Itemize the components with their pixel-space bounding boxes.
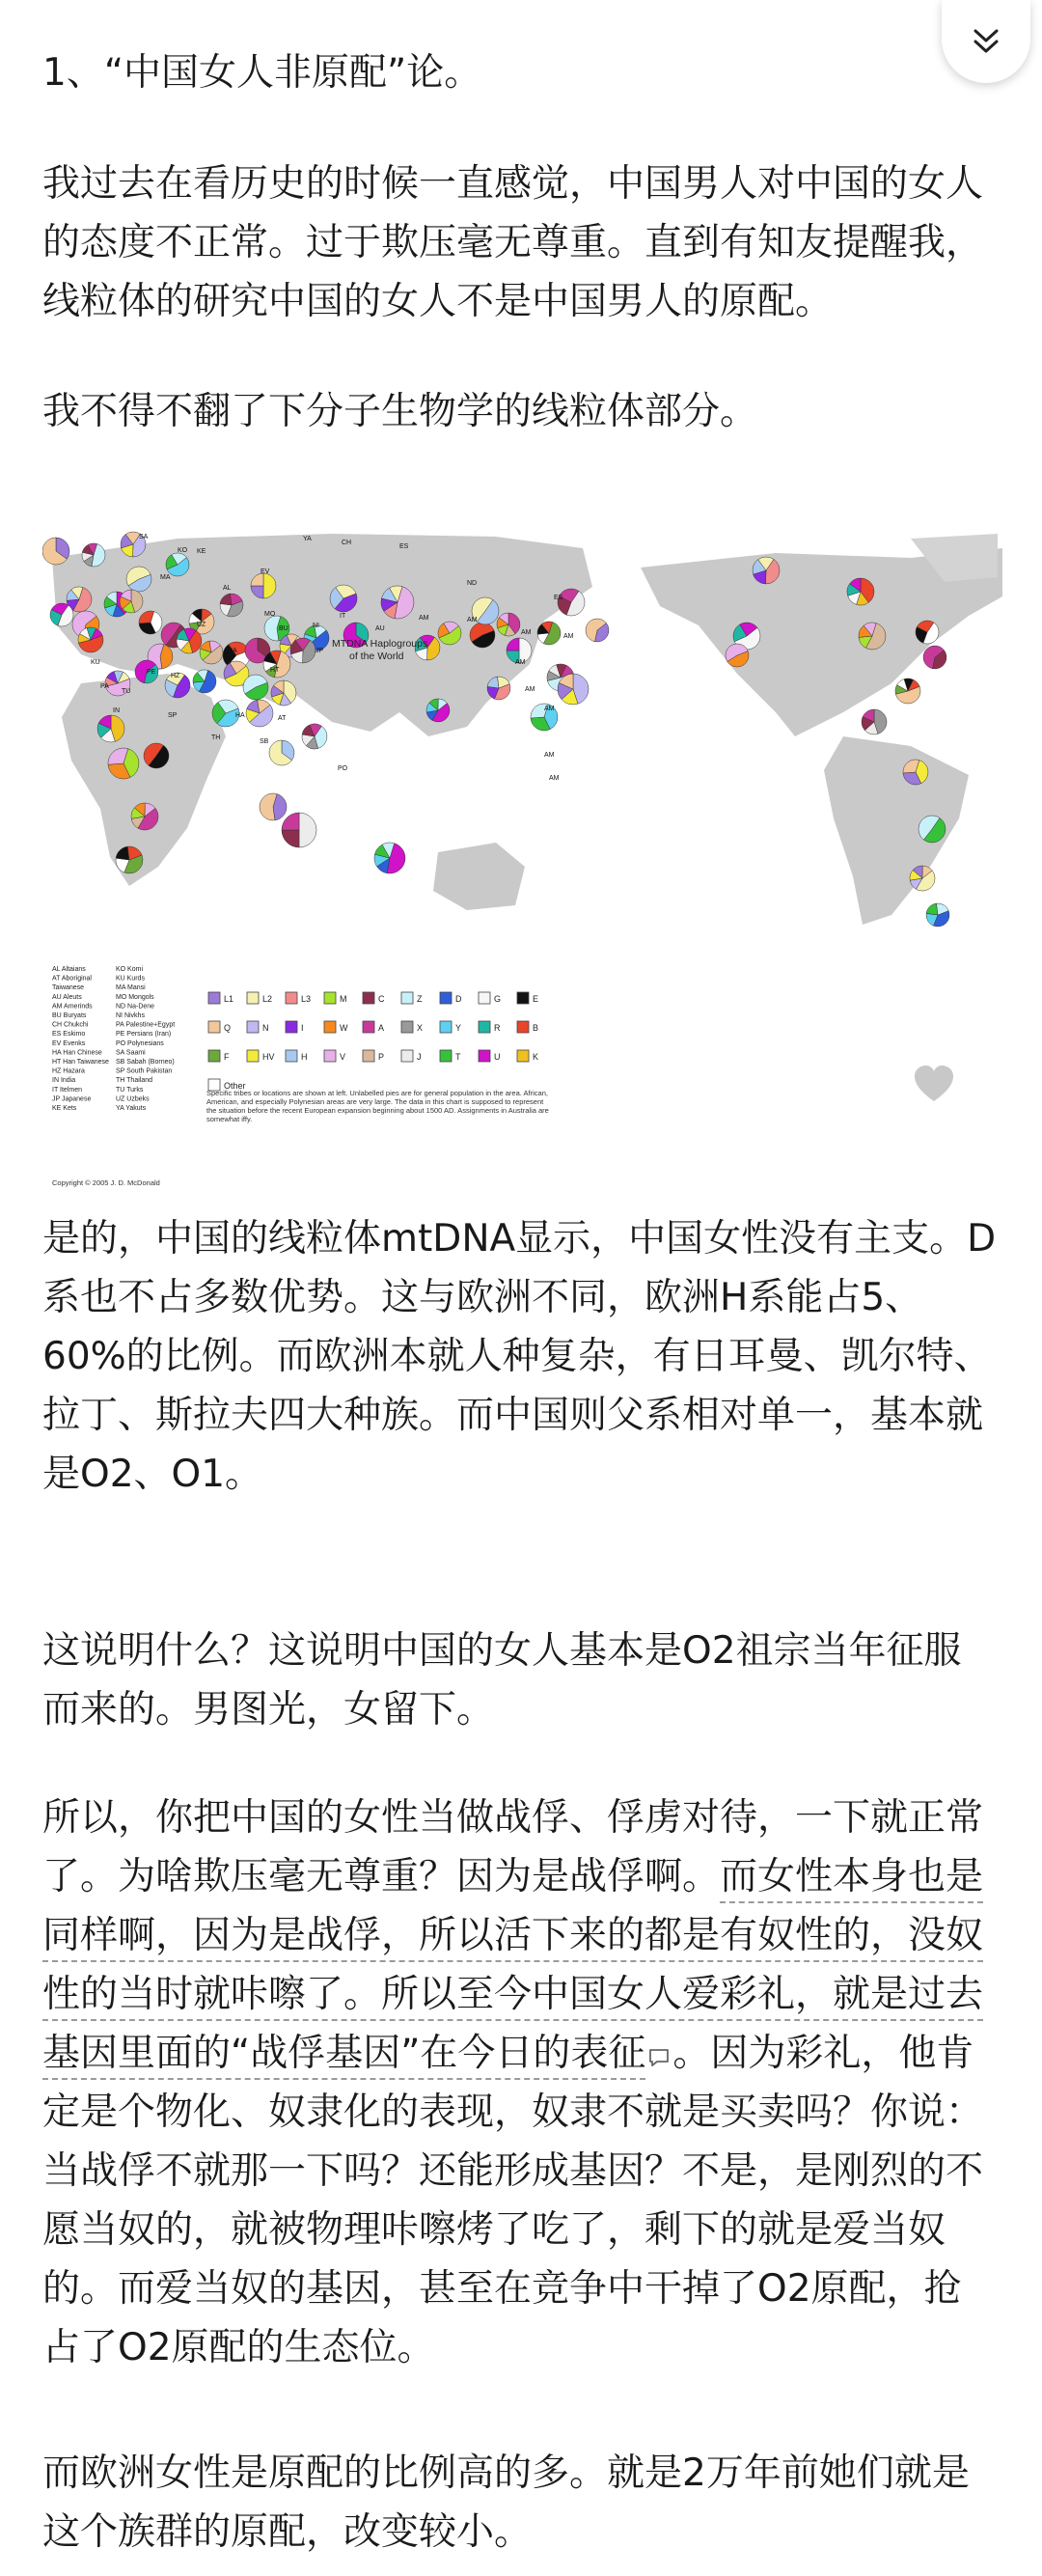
region-label: BU	[279, 625, 288, 632]
legend-label: J	[417, 1052, 422, 1062]
haplogroup-pie	[220, 594, 243, 617]
haplogroup-pie	[200, 641, 223, 664]
region-label: ND	[467, 580, 478, 587]
highlighted-comment-text[interactable]: 而女性本身也是同样啊，因为是战俘，所以活下来的都是有奴性的，没奴性的当时就咔嚓了。所以至今中国女人爱彩礼，就是过去基因里面的“战俘基因”在今日的表征	[42, 1855, 983, 2080]
region-label: PO	[338, 765, 348, 772]
legend-swatch	[440, 1050, 452, 1062]
region-label: SA	[139, 534, 149, 540]
mtdna-haplogroup-map[interactable]	[42, 529, 1002, 1195]
abbreviation-entry: TH Thailand	[116, 1077, 153, 1085]
legend-label: U	[494, 1052, 501, 1062]
abbreviation-entry: Taiwanese	[52, 984, 85, 992]
haplogroup-pie	[753, 557, 780, 584]
region-label: KE	[197, 548, 206, 555]
legend-swatch	[208, 1021, 220, 1033]
legend-swatch	[479, 1050, 490, 1062]
abbreviation-entry: EV Evenks	[52, 1039, 86, 1047]
legend-label: HV	[262, 1052, 275, 1062]
legend-label: V	[340, 1052, 346, 1062]
region-label: AM	[525, 686, 535, 693]
legend-swatch	[401, 1021, 413, 1033]
region-label: AM	[544, 706, 555, 712]
legend-swatch	[440, 1021, 452, 1033]
legend-swatch	[440, 992, 452, 1004]
haplogroup-pie	[78, 627, 103, 652]
haplogroup-pie	[487, 677, 510, 700]
haplogroup-pie	[243, 675, 268, 700]
legend-label: X	[417, 1023, 424, 1033]
legend-label: F	[224, 1052, 230, 1062]
haplogroup-pie	[847, 578, 874, 605]
abbreviation-entry: PE Persians (Iran)	[116, 1031, 172, 1039]
region-label: AM	[563, 633, 574, 640]
legend-swatch	[517, 1021, 529, 1033]
region-label: HA	[235, 712, 245, 719]
region-label: TU	[122, 688, 131, 695]
region-label: ES	[554, 595, 563, 601]
haplogroup-pie	[97, 715, 124, 742]
legend-swatch	[479, 992, 490, 1004]
haplogroup-pie	[916, 621, 939, 644]
haplogroup-pie	[926, 903, 949, 927]
legend-label: D	[455, 994, 462, 1004]
legend-label: G	[494, 994, 502, 1004]
legend-label: I	[301, 1023, 304, 1033]
region-label: AM	[515, 659, 526, 666]
paragraph-5	[42, 1788, 998, 2377]
haplogroup-pie	[426, 699, 450, 722]
region-label: HT	[270, 667, 280, 674]
legend-swatch	[247, 1050, 259, 1062]
legend-label: A	[378, 1023, 385, 1033]
haplogroup-pie	[895, 679, 920, 704]
region-label: CH	[342, 540, 352, 546]
region-label: MA	[160, 574, 171, 581]
haplogroup-pie	[726, 644, 749, 667]
legend-label: Q	[224, 1023, 232, 1033]
legend-swatch	[324, 1021, 336, 1033]
paragraph-5-part-c: 。因为彩礼，他肯定是个物化、奴隶化的表现，奴隶不就是买卖吗？你说：当战俘不就那一下吗？还能形成基因？不是，是刚烈的不愿当奴的，就被物理咔嚓烤了吃了，剩下的就是爱当奴的。而爱当奴的基因，甚至在竞争中干掉了O2原配，抢占了O2原配的生态位。	[42, 2032, 984, 2369]
abbreviation-entry: MO Mongols	[116, 993, 154, 1001]
abbreviation-entry: KE Kets	[52, 1105, 77, 1112]
legend-swatch	[517, 1050, 529, 1062]
abbreviation-entry: SP South Pakistan	[116, 1067, 173, 1075]
legend-label: Other	[224, 1081, 246, 1091]
legend-label: R	[494, 1023, 501, 1033]
region-label: AM	[544, 752, 555, 759]
haplogroup-pie	[116, 846, 143, 873]
abbreviation-entry: AM Amerinds	[52, 1003, 93, 1011]
haplogroup-pie	[302, 724, 327, 749]
map-title-line1: MTDNA Haplogroups	[332, 638, 428, 650]
haplogroup-pie	[586, 619, 609, 642]
haplogroup-pie	[923, 646, 946, 669]
region-label: SB	[260, 738, 269, 745]
abbreviation-entry: TU Turks	[116, 1086, 144, 1094]
legend-label: L1	[224, 994, 234, 1004]
abbreviation-entry: ND Na-Dene	[116, 1003, 155, 1011]
haplogroup-pie	[862, 709, 887, 734]
haplogroup-pie	[246, 700, 273, 727]
haplogroup-pie	[910, 866, 935, 891]
region-label: UZ	[197, 622, 206, 628]
legend-label: T	[455, 1052, 461, 1062]
legend-swatch	[363, 1021, 374, 1033]
paragraph-4: 这说明什么？这说明中国的女人基本是O2祖宗当年征服而来的。男图光，女留下。	[42, 1629, 962, 1731]
region-label: HA	[228, 648, 237, 654]
haplogroup-legend	[208, 992, 538, 1091]
region-label: IT	[340, 613, 346, 620]
region-label: TH	[211, 734, 221, 741]
legend-label: E	[533, 994, 539, 1004]
haplogroup-pie	[50, 603, 73, 626]
abbreviation-entry: PO Polynesians	[116, 1039, 164, 1047]
region-label: PA	[100, 683, 109, 690]
legend-swatch	[286, 992, 297, 1004]
haplogroup-pie	[251, 573, 276, 598]
haplogroup-pie	[193, 670, 216, 693]
haplogroup-pie	[177, 628, 202, 653]
paragraph-6: 而欧洲女性是原配的比例高的多。就是2万年前她们就是这个族群的原配，改变较小。	[42, 2451, 970, 2554]
section-heading: 1、“中国女人非原配”论。	[42, 51, 482, 95]
south-america-landmass	[824, 736, 969, 925]
legend-swatch	[401, 992, 413, 1004]
paragraph-1: 我过去在看历史的时候一直感觉，中国男人对中国的女人的态度不正常。过于欺压毫无尊重。直到有知友提醒我，线粒体的研究中国的女人不是中国男人的原配。	[42, 162, 984, 323]
region-label: AM	[549, 775, 560, 782]
legend-swatch	[286, 1021, 297, 1033]
abbreviation-entry: MA Mansi	[116, 984, 146, 992]
haplogroup-pie	[470, 623, 495, 648]
haplogroup-pie	[269, 740, 294, 765]
paragraph-5-part-a: 所以，你把中国的女性当做战俘、俘虏对待，一下就正常了。为啥欺压毫无尊重？因为是战俘啊。	[42, 1796, 984, 1898]
haplogroup-pie	[282, 813, 316, 847]
map-copyright: Copyright © 2005 J. D. McDonald	[52, 1178, 160, 1187]
region-label: KO	[178, 547, 188, 554]
legend-swatch	[324, 1050, 336, 1062]
legend-label: B	[533, 1023, 539, 1033]
region-label: MO	[264, 611, 276, 618]
haplogroup-pie	[108, 748, 139, 779]
haplogroup-pie	[374, 843, 405, 873]
legend-swatch	[247, 1021, 259, 1033]
legend-swatch	[401, 1050, 413, 1062]
abbreviation-entry: YA Yakuts	[116, 1105, 147, 1112]
abbreviation-entry: HA Han Chinese	[52, 1049, 102, 1057]
abbreviation-entry: ES Eskimo	[52, 1031, 86, 1039]
region-label: EV	[260, 568, 270, 575]
legend-label: M	[340, 994, 347, 1004]
haplogroup-pie	[859, 623, 886, 650]
haplogroup-pie	[903, 760, 928, 785]
legend-swatch	[363, 1050, 374, 1062]
haplogroup-pie	[139, 611, 162, 634]
abbreviation-entry: AU Aleuts	[52, 993, 82, 1001]
haplogroup-pie	[271, 680, 296, 706]
australia-landmass	[433, 843, 525, 910]
region-label: ES	[399, 543, 409, 550]
legend-label: K	[533, 1052, 539, 1062]
region-label: AM	[521, 629, 532, 636]
abbreviation-entry: KO Komi	[116, 966, 144, 973]
haplogroup-pie	[42, 538, 69, 565]
world-map-svg	[42, 529, 1002, 1195]
abbreviation-entry: AL Altaians	[52, 966, 86, 973]
legend-swatch	[479, 1021, 490, 1033]
pie-slice	[926, 903, 938, 915]
abbreviation-entry: UZ Uzbeks	[116, 1095, 150, 1103]
legend-label: Y	[455, 1023, 462, 1033]
legend-label: L3	[301, 994, 312, 1004]
abbreviation-entry: SA Saami	[116, 1049, 146, 1057]
region-label: AM	[467, 617, 478, 623]
haplogroup-pie	[381, 586, 414, 619]
abbreviation-entry: IT Itelmen	[52, 1086, 82, 1094]
haplogroup-pie	[260, 793, 287, 820]
abbreviation-entry: CH Chukchi	[52, 1021, 89, 1029]
haplogroup-pie	[131, 803, 158, 830]
abbreviation-entry: IN India	[52, 1077, 76, 1085]
haplogroup-pie	[537, 622, 561, 645]
haplogroup-pie	[558, 589, 585, 616]
legend-label: N	[262, 1023, 269, 1033]
legend-swatch	[247, 992, 259, 1004]
legend-label: H	[301, 1052, 308, 1062]
abbreviation-entry: HZ Hazara	[52, 1067, 85, 1075]
haplogroup-pie	[438, 622, 461, 645]
region-label: AM	[419, 615, 429, 622]
abbreviation-entry: PA Palestine+Egypt	[116, 1021, 176, 1029]
legend-swatch	[208, 992, 220, 1004]
paragraph-2: 我不得不翻了下分子生物学的线粒体部分。	[42, 390, 758, 433]
pie-slice	[282, 830, 299, 847]
region-label: YA	[303, 536, 312, 542]
abbreviation-entry: KU Kurds	[116, 975, 145, 983]
paragraph-3: 是的，中国的线粒体mtDNA显示，中国女性没有主支。D系也不占多数优势。这与欧洲不同，欧洲H系能占5、60%的比例。而欧洲本就人种复杂，有日耳曼、凯尔特、拉丁、斯拉夫四大种族。而中国则父系相对单一，基本就是O2、O1。	[42, 1217, 997, 1496]
abbreviation-entry: HT Han Taiwanese	[52, 1059, 109, 1066]
haplogroup-pie	[120, 590, 143, 613]
region-label: HZ	[171, 673, 180, 679]
region-label: JP	[315, 648, 324, 654]
legend-label: C	[378, 994, 385, 1004]
region-label: IN	[113, 707, 120, 714]
haplogroup-pie	[558, 674, 589, 705]
haplogroup-pie	[497, 613, 520, 636]
abbreviation-entry: NI Nivkhs	[116, 1012, 145, 1019]
haplogroup-pie	[330, 585, 357, 612]
legend-label: Z	[417, 994, 423, 1004]
abbreviation-entry: SB Sabah (Borneo)	[116, 1059, 175, 1066]
heart-watermark-icon	[913, 1065, 955, 1107]
haplogroup-pie	[919, 816, 946, 843]
haplogroup-pie	[82, 543, 105, 567]
abbreviation-entry: JP Japanese	[52, 1095, 92, 1103]
region-label: AL	[223, 585, 232, 592]
abbreviation-list	[52, 966, 175, 1112]
legend-label: W	[340, 1023, 348, 1033]
legend-label: P	[378, 1052, 385, 1062]
haplogroup-pie	[290, 638, 315, 663]
region-label: NI	[313, 623, 319, 629]
region-label: SP	[168, 712, 178, 719]
africa-landmass	[62, 674, 226, 886]
region-label: KU	[91, 659, 100, 666]
abbreviation-entry: BU Buryats	[52, 1012, 87, 1019]
comment-icon[interactable]	[647, 2026, 671, 2045]
abbreviation-entry: AT Aboriginal	[52, 975, 92, 983]
region-label: AU	[375, 625, 385, 632]
pie-slice	[282, 813, 299, 830]
legend-swatch	[363, 992, 374, 1004]
region-label: AT	[278, 715, 287, 722]
legend-swatch	[286, 1050, 297, 1062]
haplogroup-pie	[166, 553, 189, 576]
legend-swatch	[324, 992, 336, 1004]
legend-label: L2	[262, 994, 273, 1004]
haplogroup-pie	[144, 743, 169, 768]
map-note: Specific tribes or locations are shown at left. Unlabelled pies are for general population in the area. African, American, and especially Polynesian areas are very large. The data in this chart is supposed to represent the situation before the recent European expansion beginning about 1500 AD. Assignments in Australia are somewhat iffy.	[206, 1089, 549, 1123]
pie-slice	[299, 813, 316, 847]
haplogroup-pie	[126, 567, 151, 592]
legend-swatch	[517, 992, 529, 1004]
map-title-line2: of the World	[349, 651, 404, 662]
region-label: PE	[147, 669, 156, 676]
legend-swatch	[208, 1050, 220, 1062]
